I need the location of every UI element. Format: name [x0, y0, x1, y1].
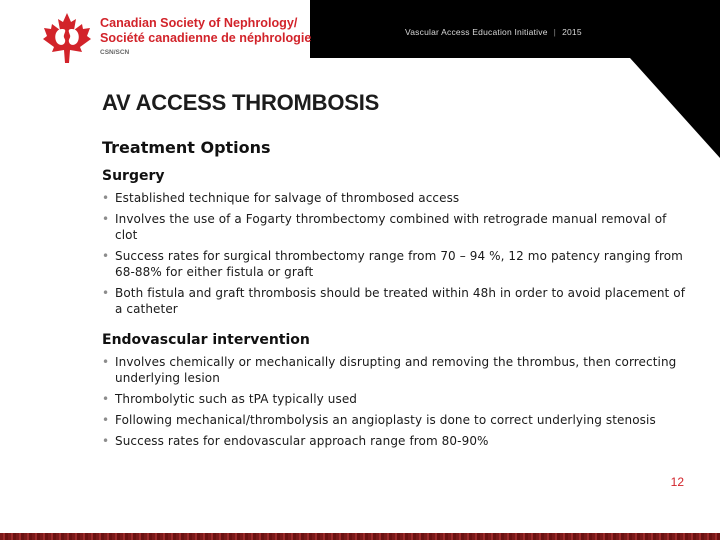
surgery-bullet-list	[102, 190, 692, 317]
endovascular-heading: Endovascular intervention	[102, 332, 310, 348]
bottom-decorative-strip	[0, 533, 720, 540]
page-number: 12	[670, 475, 684, 489]
list-item: • Success rates for endovascular approach range from 80-90%	[102, 433, 692, 449]
logo-name-french: Société canadienne de néphrologie	[100, 31, 312, 45]
list-item: • Following mechanical/thrombolysis an angioplasty is done to correct underlying stenosis	[102, 412, 692, 428]
year-label: 2015	[562, 27, 582, 37]
list-item: • Success rates for surgical thrombectomy range from 70 – 94 %, 12 mo patency ranging from 68-88% for either fistula or graft	[102, 248, 692, 280]
logo-abbreviation: CSN/SCN	[100, 49, 130, 56]
list-item: • Both fistula and graft thrombosis should be treated within 48h in order to avoid placement of a catheter	[102, 285, 692, 317]
surgery-heading: Surgery	[102, 168, 165, 184]
logo-name-english: Canadian Society of Nephrology/	[100, 16, 298, 30]
header-caption	[405, 27, 582, 37]
endovascular-bullet-list	[102, 354, 692, 449]
header-separator: |	[553, 27, 557, 37]
slide-subtitle: Treatment Options	[102, 138, 271, 157]
csn-logo	[42, 12, 312, 72]
list-item: • Involves chemically or mechanically disrupting and removing the thrombus, then correcting underlying lesion	[102, 354, 692, 386]
slide-title: AV ACCESS THROMBOSIS	[102, 90, 380, 115]
slide-content	[102, 90, 692, 454]
list-item: • Established technique for salvage of thrombosed access	[102, 190, 692, 206]
maple-leaf-kidney-icon	[42, 12, 92, 64]
list-item: • Involves the use of a Fogarty thrombectomy combined with retrograde manual removal of clot	[102, 211, 692, 243]
list-item: • Thrombolytic such as tPA typically used	[102, 391, 692, 407]
initiative-label: Vascular Access Education Initiative	[405, 27, 548, 37]
